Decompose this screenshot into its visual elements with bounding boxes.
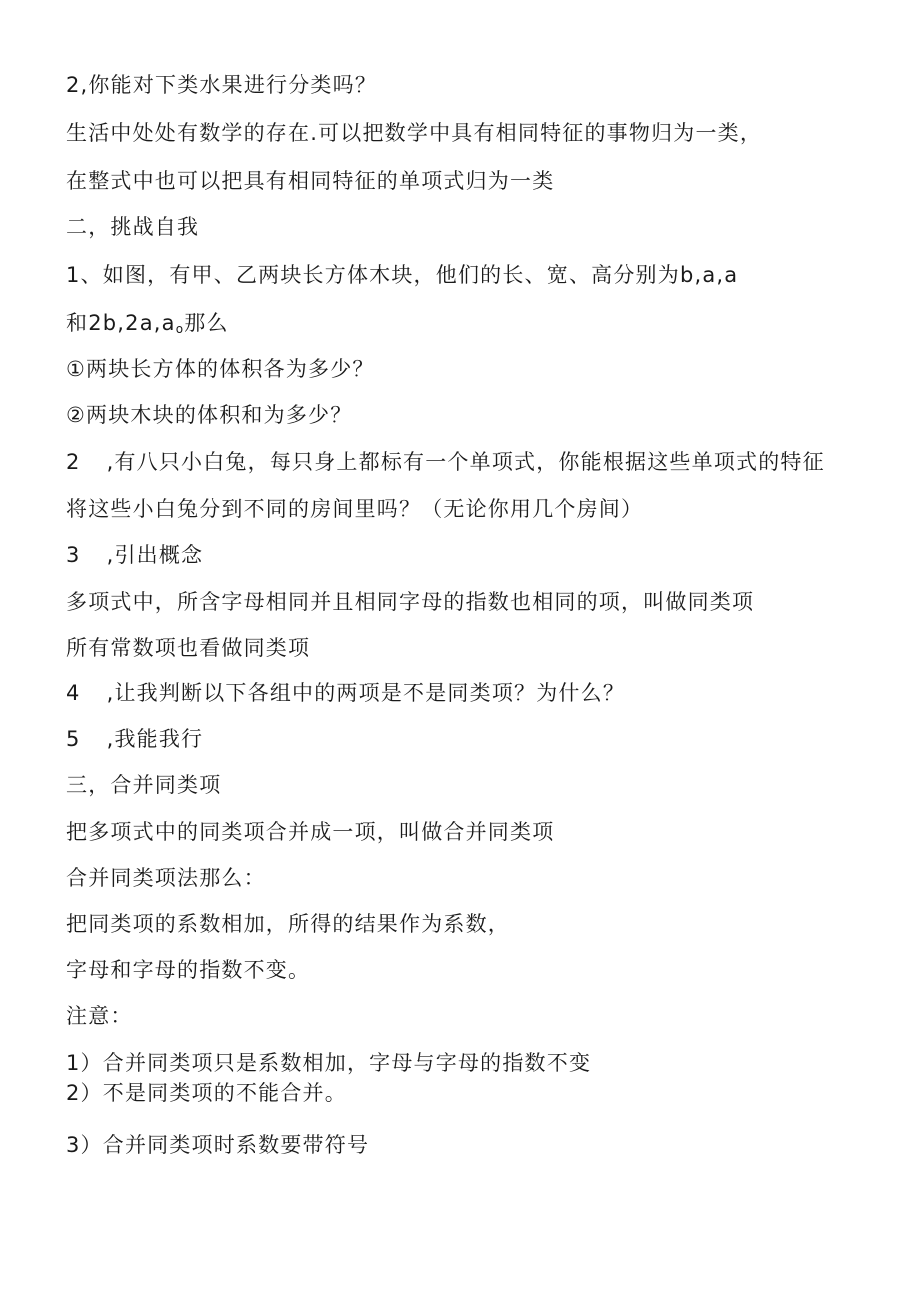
line-text: 把多项式中的同类项合并成一项，叫做合并同类项 bbox=[66, 820, 555, 844]
note-2 bbox=[66, 1080, 347, 1106]
line-text: ,让我判断以下各组中的两项是不是同类项？为什么？ bbox=[106, 681, 626, 705]
line-text: 在整式中也可以把具有相同特征的单项式归为一类 bbox=[66, 169, 555, 193]
line-text: 1、如图，有甲、乙两块长方体木块，他们的长、宽、高分别为b,a,a bbox=[66, 263, 739, 287]
line-text: 3）合并同类项时系数要带符号 bbox=[66, 1133, 370, 1157]
section-heading-challenge bbox=[66, 214, 199, 240]
rule-line-1 bbox=[66, 911, 510, 937]
definition-constants bbox=[66, 635, 310, 661]
paragraph-monomial-group bbox=[66, 168, 554, 194]
line-text: 生活中处处有数学的存在.可以把数学中具有相同特征的事物归为一类， bbox=[66, 121, 763, 145]
line-text: 2,你能对下类水果进行分类吗？ bbox=[66, 73, 378, 97]
problem-2-rabbits-continued bbox=[66, 496, 643, 522]
problem-2-rabbits bbox=[66, 449, 825, 475]
item-4-judge bbox=[66, 680, 625, 706]
line-text: ,引出概念 bbox=[106, 543, 204, 567]
item-3-concept bbox=[66, 542, 203, 568]
rule-heading bbox=[66, 865, 266, 891]
line-text: ,有八只小白兔，每只身上都标有一个单项式，你能根据这些单项式的特征 bbox=[106, 450, 825, 474]
line-text: ①两块长方体的体积各为多少？ bbox=[66, 357, 375, 381]
line-text: 将这些小白兔分到不同的房间里吗？（无论你用几个房间） bbox=[66, 497, 644, 521]
line-text: 和2b,2a,a bbox=[66, 311, 176, 335]
sub-question-2 bbox=[66, 402, 352, 428]
heading-text: 二，挑战自我 bbox=[66, 215, 200, 239]
line-text: 字母和字母的指数不变。 bbox=[66, 958, 311, 982]
line-text: 合并同类项法那么： bbox=[66, 866, 266, 890]
line-text: 所有常数项也看做同类项 bbox=[66, 636, 311, 660]
item-number: 2 bbox=[66, 450, 81, 474]
line-text: 2）不是同类项的不能合并。 bbox=[66, 1081, 347, 1105]
line-text: ,我能我行 bbox=[106, 727, 204, 751]
sub-question-1 bbox=[66, 356, 375, 382]
definition-like-terms bbox=[66, 589, 754, 615]
problem-1-blocks bbox=[66, 262, 738, 288]
line-text: 把同类项的系数相加，所得的结果作为系数， bbox=[66, 912, 510, 936]
heading-text: 三，合并同类项 bbox=[66, 773, 222, 797]
question-2-fruit bbox=[66, 72, 377, 98]
line-text: ②两块木块的体积和为多少？ bbox=[66, 403, 353, 427]
line-text: 1）合并同类项只是系数相加，字母与字母的指数不变 bbox=[66, 1051, 592, 1075]
notes-heading bbox=[66, 1003, 133, 1029]
paragraph-math-in-life bbox=[66, 120, 762, 146]
line-text: 那么 bbox=[184, 311, 229, 335]
item-number: 4 bbox=[66, 681, 81, 705]
section-heading-combine bbox=[66, 772, 221, 798]
problem-1-blocks-continued bbox=[66, 310, 229, 342]
rule-line-2 bbox=[66, 957, 310, 983]
note-3 bbox=[66, 1132, 369, 1158]
definition-combine bbox=[66, 819, 554, 845]
item-5-practice bbox=[66, 726, 203, 752]
line-text: 多项式中，所含字母相同并且相同字母的指数也相同的项，叫做同类项 bbox=[66, 590, 755, 614]
line-text: 注意： bbox=[66, 1004, 133, 1028]
item-number: 3 bbox=[66, 543, 81, 567]
subscript-o: o bbox=[175, 322, 185, 336]
item-number: 5 bbox=[66, 727, 81, 751]
note-1 bbox=[66, 1050, 591, 1076]
